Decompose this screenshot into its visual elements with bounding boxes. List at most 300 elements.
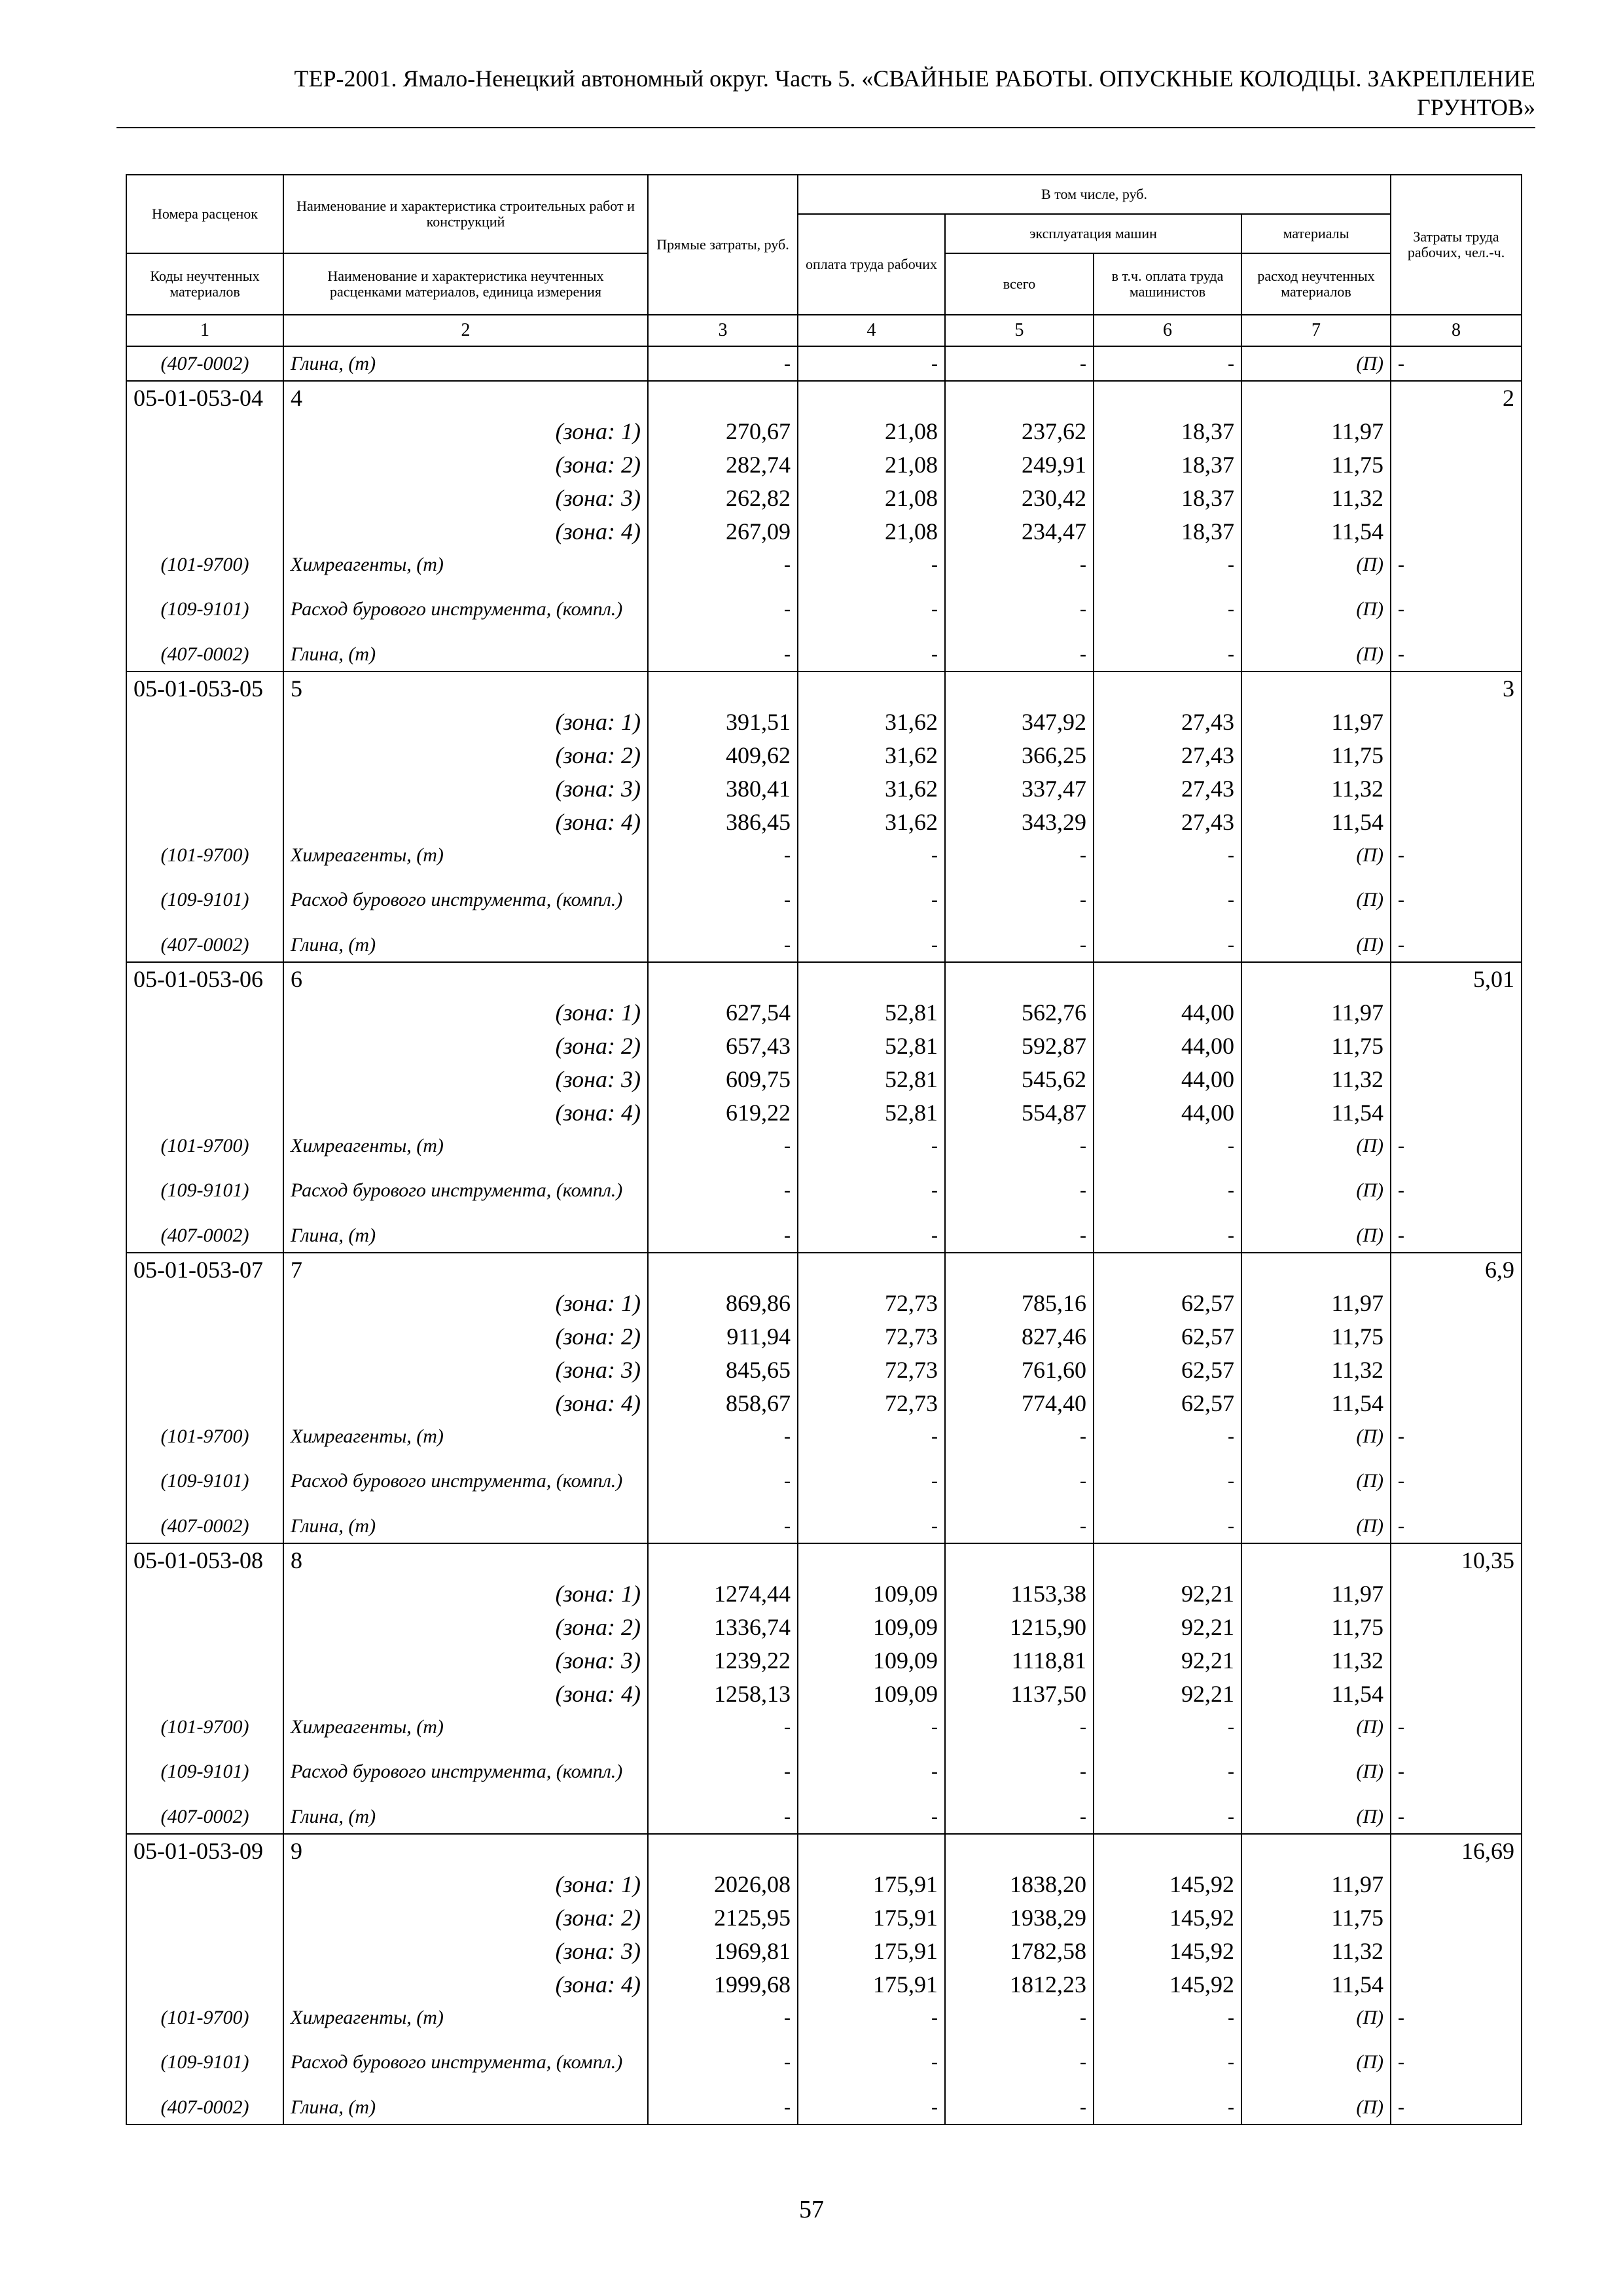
empty-cell bbox=[1391, 996, 1522, 1029]
cell-value: 145,92 bbox=[1094, 1967, 1241, 2001]
cell-value: - bbox=[798, 928, 945, 962]
cell-value: (П) bbox=[1241, 1129, 1391, 1162]
material-code: (109-9101) bbox=[126, 1453, 283, 1509]
rate-code: 05-01-053-07 bbox=[126, 1253, 283, 1286]
empty-cell bbox=[1391, 1319, 1522, 1353]
material-row bbox=[126, 2034, 1522, 2090]
rate-code: 05-01-053-05 bbox=[126, 672, 283, 705]
cell-value: - bbox=[945, 346, 1094, 381]
cell-value: 1258,13 bbox=[648, 1677, 798, 1710]
cell-value: 27,43 bbox=[1094, 805, 1241, 838]
zone-label: (зона: 4) bbox=[283, 1386, 648, 1420]
material-name: Глина, (т) bbox=[283, 1219, 648, 1253]
material-row bbox=[126, 581, 1522, 637]
cell-value: - bbox=[798, 1509, 945, 1543]
material-row bbox=[126, 1162, 1522, 1219]
cell-value: - bbox=[1094, 1162, 1241, 1219]
material-code: (109-9101) bbox=[126, 872, 283, 928]
cell-value: 609,75 bbox=[648, 1062, 798, 1096]
empty-cell bbox=[126, 481, 283, 514]
cell-value: 18,37 bbox=[1094, 481, 1241, 514]
zone-label: (зона: 2) bbox=[283, 738, 648, 772]
empty-cell bbox=[1094, 381, 1241, 414]
empty-cell bbox=[798, 1543, 945, 1577]
material-code: (407-0002) bbox=[126, 1219, 283, 1253]
rate-number: 5 bbox=[283, 672, 648, 705]
zone-row bbox=[126, 705, 1522, 738]
cell-value: 31,62 bbox=[798, 805, 945, 838]
cell-value: 11,54 bbox=[1241, 514, 1391, 548]
zone-label: (зона: 2) bbox=[283, 1610, 648, 1643]
cell-value: 562,76 bbox=[945, 996, 1094, 1029]
empty-cell bbox=[798, 672, 945, 705]
material-code: (101-9700) bbox=[126, 1420, 283, 1453]
cell-value: 11,54 bbox=[1241, 1967, 1391, 2001]
cell-value: 62,57 bbox=[1094, 1319, 1241, 1353]
cell-value: 11,54 bbox=[1241, 1096, 1391, 1129]
material-name: Расход бурового инструмента, (компл.) bbox=[283, 1162, 648, 1219]
cell-value: - bbox=[945, 2090, 1094, 2125]
empty-cell bbox=[798, 1834, 945, 1867]
page-number: 57 bbox=[799, 2196, 824, 2223]
empty-cell bbox=[1391, 414, 1522, 448]
cell-value: - bbox=[1094, 872, 1241, 928]
cell-value: - bbox=[798, 637, 945, 672]
labor-costs: 5,01 bbox=[1391, 962, 1522, 996]
cell-value: (П) bbox=[1241, 838, 1391, 872]
cell-value: 145,92 bbox=[1094, 1934, 1241, 1967]
cell-value: - bbox=[798, 1219, 945, 1253]
col-number: 1 bbox=[126, 315, 283, 346]
material-name: Химреагенты, (т) bbox=[283, 1710, 648, 1744]
cell-value: - bbox=[648, 637, 798, 672]
empty-cell bbox=[1391, 1096, 1522, 1129]
cell-value: (П) bbox=[1241, 2001, 1391, 2034]
cell-value: - bbox=[798, 2090, 945, 2125]
cell-value: 1274,44 bbox=[648, 1577, 798, 1610]
rate-number: 6 bbox=[283, 962, 648, 996]
th-machine-total: всего bbox=[945, 253, 1094, 315]
zone-label: (зона: 1) bbox=[283, 414, 648, 448]
empty-cell bbox=[1391, 448, 1522, 481]
empty-cell bbox=[1391, 481, 1522, 514]
cell-value: - bbox=[945, 928, 1094, 962]
cell-value: - bbox=[945, 1710, 1094, 1744]
material-name: Расход бурового инструмента, (компл.) bbox=[283, 1453, 648, 1509]
rate-code: 05-01-053-08 bbox=[126, 1543, 283, 1577]
cell-value: 1838,20 bbox=[945, 1867, 1094, 1901]
zone-label: (зона: 3) bbox=[283, 1353, 648, 1386]
zone-label: (зона: 1) bbox=[283, 705, 648, 738]
cell-value: - bbox=[945, 1129, 1094, 1162]
zone-label: (зона: 1) bbox=[283, 1286, 648, 1319]
material-code: (101-9700) bbox=[126, 1710, 283, 1744]
rate-code: 05-01-053-04 bbox=[126, 381, 283, 414]
cell-value: (П) bbox=[1241, 928, 1391, 962]
empty-cell bbox=[1391, 1934, 1522, 1967]
material-name: Глина, (т) bbox=[283, 928, 648, 962]
cell-value: 27,43 bbox=[1094, 738, 1241, 772]
cell-value: - bbox=[1094, 1744, 1241, 1800]
table-body bbox=[126, 346, 1522, 2125]
cell-value: - bbox=[1391, 1800, 1522, 1834]
cell-value: - bbox=[945, 2034, 1094, 2090]
cell-value: 1336,74 bbox=[648, 1610, 798, 1643]
cell-value: - bbox=[945, 2001, 1094, 2034]
cell-value: 827,46 bbox=[945, 1319, 1094, 1353]
zone-row bbox=[126, 1062, 1522, 1096]
material-name: Расход бурового инструмента, (компл.) bbox=[283, 2034, 648, 2090]
cell-value: - bbox=[798, 548, 945, 581]
zone-label: (зона: 4) bbox=[283, 805, 648, 838]
cell-value: (П) bbox=[1241, 1744, 1391, 1800]
cell-value: 554,87 bbox=[945, 1096, 1094, 1129]
cell-value: - bbox=[945, 1453, 1094, 1509]
cell-value: 21,08 bbox=[798, 448, 945, 481]
cell-value: - bbox=[945, 548, 1094, 581]
cell-value: 11,75 bbox=[1241, 1901, 1391, 1934]
zone-label: (зона: 2) bbox=[283, 1901, 648, 1934]
cell-value: 72,73 bbox=[798, 1386, 945, 1420]
th-machinist-pay: в т.ч. оплата труда машинистов bbox=[1094, 253, 1241, 315]
cell-value: (П) bbox=[1241, 637, 1391, 672]
empty-cell bbox=[648, 672, 798, 705]
empty-cell bbox=[126, 1610, 283, 1643]
cell-value: 27,43 bbox=[1094, 705, 1241, 738]
cell-value: 1153,38 bbox=[945, 1577, 1094, 1610]
cell-value: - bbox=[798, 1162, 945, 1219]
zone-label: (зона: 3) bbox=[283, 481, 648, 514]
cell-value: - bbox=[945, 1420, 1094, 1453]
rate-row bbox=[126, 1834, 1522, 1867]
empty-cell bbox=[1241, 381, 1391, 414]
cell-value: 11,75 bbox=[1241, 448, 1391, 481]
labor-costs: 16,69 bbox=[1391, 1834, 1522, 1867]
material-name: Химреагенты, (т) bbox=[283, 1129, 648, 1162]
material-code: (109-9101) bbox=[126, 1162, 283, 1219]
col-number: 4 bbox=[798, 315, 945, 346]
cell-value: 1969,81 bbox=[648, 1934, 798, 1967]
cell-value: (П) bbox=[1241, 548, 1391, 581]
cell-value: 869,86 bbox=[648, 1286, 798, 1319]
empty-cell bbox=[126, 448, 283, 481]
cell-value: - bbox=[798, 1800, 945, 1834]
cell-value: 145,92 bbox=[1094, 1901, 1241, 1934]
zone-label: (зона: 2) bbox=[283, 1319, 648, 1353]
zone-label: (зона: 1) bbox=[283, 996, 648, 1029]
th-work-name: Наименование и характеристика строительных работ и конструкций bbox=[283, 175, 648, 253]
cell-value: (П) bbox=[1241, 2090, 1391, 2125]
rate-row bbox=[126, 1253, 1522, 1286]
zone-row bbox=[126, 514, 1522, 548]
cell-value: 1999,68 bbox=[648, 1967, 798, 2001]
material-name: Химреагенты, (т) bbox=[283, 1420, 648, 1453]
cell-value: 343,29 bbox=[945, 805, 1094, 838]
cell-value: - bbox=[1094, 1219, 1241, 1253]
cell-value: 92,21 bbox=[1094, 1677, 1241, 1710]
cell-value: 619,22 bbox=[648, 1096, 798, 1129]
cell-value: - bbox=[798, 581, 945, 637]
cell-value: - bbox=[1391, 872, 1522, 928]
cell-value: - bbox=[1391, 1509, 1522, 1543]
empty-cell bbox=[798, 962, 945, 996]
cell-value: 282,74 bbox=[648, 448, 798, 481]
running-header bbox=[116, 64, 1535, 122]
th-unaccounted-codes: Коды неучтенных материалов bbox=[126, 253, 283, 315]
material-code: (109-9101) bbox=[126, 581, 283, 637]
cell-value: 11,32 bbox=[1241, 481, 1391, 514]
empty-cell bbox=[1391, 1577, 1522, 1610]
empty-cell bbox=[126, 1901, 283, 1934]
material-code: (407-0002) bbox=[126, 637, 283, 672]
cell-value: - bbox=[1391, 1453, 1522, 1509]
zone-label: (зона: 2) bbox=[283, 448, 648, 481]
cell-value: - bbox=[1094, 2034, 1241, 2090]
empty-cell bbox=[126, 1677, 283, 1710]
cell-value: 845,65 bbox=[648, 1353, 798, 1386]
empty-cell bbox=[1094, 672, 1241, 705]
material-row bbox=[126, 838, 1522, 872]
header-rule bbox=[116, 127, 1535, 128]
cell-value: - bbox=[945, 1509, 1094, 1543]
cell-value: 44,00 bbox=[1094, 1029, 1241, 1062]
material-row bbox=[126, 1453, 1522, 1509]
cell-value: 592,87 bbox=[945, 1029, 1094, 1062]
material-row bbox=[126, 1420, 1522, 1453]
empty-cell bbox=[126, 1029, 283, 1062]
material-row bbox=[126, 1509, 1522, 1543]
empty-cell bbox=[1391, 705, 1522, 738]
cell-value: - bbox=[648, 1129, 798, 1162]
zone-row bbox=[126, 448, 1522, 481]
empty-cell bbox=[126, 996, 283, 1029]
empty-cell bbox=[1391, 514, 1522, 548]
material-code: (101-9700) bbox=[126, 2001, 283, 2034]
cell-value: 657,43 bbox=[648, 1029, 798, 1062]
cell-value: 92,21 bbox=[1094, 1610, 1241, 1643]
cell-value: 858,67 bbox=[648, 1386, 798, 1420]
cell-value: 2125,95 bbox=[648, 1901, 798, 1934]
cell-value: 11,54 bbox=[1241, 1677, 1391, 1710]
rate-row bbox=[126, 962, 1522, 996]
col-number: 3 bbox=[648, 315, 798, 346]
material-row bbox=[126, 1710, 1522, 1744]
empty-cell bbox=[126, 1062, 283, 1096]
cell-value: 545,62 bbox=[945, 1062, 1094, 1096]
cell-value: 11,32 bbox=[1241, 1062, 1391, 1096]
material-code: (101-9700) bbox=[126, 1129, 283, 1162]
empty-cell bbox=[648, 1834, 798, 1867]
cell-value: - bbox=[1391, 637, 1522, 672]
cell-value: - bbox=[648, 581, 798, 637]
cell-value: - bbox=[648, 1509, 798, 1543]
cell-value: 627,54 bbox=[648, 996, 798, 1029]
empty-cell bbox=[1391, 1967, 1522, 2001]
zone-row bbox=[126, 772, 1522, 805]
material-row bbox=[126, 1129, 1522, 1162]
material-name: Расход бурового инструмента, (компл.) bbox=[283, 1744, 648, 1800]
empty-cell bbox=[1391, 1677, 1522, 1710]
zone-row bbox=[126, 1867, 1522, 1901]
zone-row bbox=[126, 996, 1522, 1029]
cell-value: (П) bbox=[1241, 1509, 1391, 1543]
cell-value: 11,32 bbox=[1241, 1643, 1391, 1677]
cell-value: 18,37 bbox=[1094, 448, 1241, 481]
cell-value: (П) bbox=[1241, 872, 1391, 928]
material-code: (407-0002) bbox=[126, 346, 283, 381]
cell-value: - bbox=[648, 1744, 798, 1800]
cell-value: 11,97 bbox=[1241, 1286, 1391, 1319]
cell-value: - bbox=[1391, 928, 1522, 962]
cell-value: - bbox=[1094, 581, 1241, 637]
cell-value: - bbox=[648, 548, 798, 581]
cell-value: 62,57 bbox=[1094, 1353, 1241, 1386]
cell-value: 11,32 bbox=[1241, 1353, 1391, 1386]
zone-row bbox=[126, 1029, 1522, 1062]
cell-value: - bbox=[1094, 838, 1241, 872]
cell-value: 92,21 bbox=[1094, 1643, 1241, 1677]
th-machine-ops: эксплуатация машин bbox=[945, 214, 1241, 253]
cell-value: - bbox=[945, 1744, 1094, 1800]
empty-cell bbox=[1241, 962, 1391, 996]
material-name: Химреагенты, (т) bbox=[283, 548, 648, 581]
cell-value: 21,08 bbox=[798, 514, 945, 548]
empty-cell bbox=[1391, 1610, 1522, 1643]
cell-value: 109,09 bbox=[798, 1643, 945, 1677]
rate-code: 05-01-053-09 bbox=[126, 1834, 283, 1867]
cell-value: 11,97 bbox=[1241, 1867, 1391, 1901]
empty-cell bbox=[126, 1934, 283, 1967]
zone-label: (зона: 3) bbox=[283, 772, 648, 805]
zone-label: (зона: 2) bbox=[283, 1029, 648, 1062]
material-code: (407-0002) bbox=[126, 2090, 283, 2125]
empty-cell bbox=[945, 1834, 1094, 1867]
cell-value: 109,09 bbox=[798, 1577, 945, 1610]
cell-value: 234,47 bbox=[945, 514, 1094, 548]
cell-value: 72,73 bbox=[798, 1353, 945, 1386]
empty-cell bbox=[648, 1253, 798, 1286]
empty-cell bbox=[1391, 1867, 1522, 1901]
cell-value: - bbox=[1391, 346, 1522, 381]
zone-row bbox=[126, 1643, 1522, 1677]
zone-row bbox=[126, 805, 1522, 838]
rate-row bbox=[126, 672, 1522, 705]
cell-value: - bbox=[1391, 1710, 1522, 1744]
empty-cell bbox=[126, 1386, 283, 1420]
cell-value: (П) bbox=[1241, 581, 1391, 637]
cell-value: 11,54 bbox=[1241, 1386, 1391, 1420]
cell-value: - bbox=[1391, 838, 1522, 872]
zone-label: (зона: 4) bbox=[283, 514, 648, 548]
material-name: Расход бурового инструмента, (компл.) bbox=[283, 581, 648, 637]
cell-value: 21,08 bbox=[798, 481, 945, 514]
col-number: 7 bbox=[1241, 315, 1391, 346]
cell-value: - bbox=[945, 1800, 1094, 1834]
empty-cell bbox=[126, 414, 283, 448]
cell-value: - bbox=[798, 838, 945, 872]
empty-cell bbox=[798, 381, 945, 414]
cell-value: 109,09 bbox=[798, 1610, 945, 1643]
material-row bbox=[126, 637, 1522, 672]
cell-value: 391,51 bbox=[648, 705, 798, 738]
cell-value: 230,42 bbox=[945, 481, 1094, 514]
header-line-1: ТЕР-2001. Ямало-Ненецкий автономный округ. Часть 5. «СВАЙНЫЕ РАБОТЫ. ОПУСКНЫЕ КОЛОДЦЫ. ЗАКРЕПЛЕНИЕ bbox=[294, 65, 1535, 92]
cell-value: - bbox=[945, 838, 1094, 872]
cell-value: - bbox=[798, 872, 945, 928]
cell-value: 44,00 bbox=[1094, 1096, 1241, 1129]
cell-value: - bbox=[798, 1744, 945, 1800]
material-name: Глина, (т) bbox=[283, 346, 648, 381]
cell-value: 11,75 bbox=[1241, 1319, 1391, 1353]
material-row bbox=[126, 1744, 1522, 1800]
zone-row bbox=[126, 1319, 1522, 1353]
cell-value: 109,09 bbox=[798, 1677, 945, 1710]
cell-value: 175,91 bbox=[798, 1901, 945, 1934]
zone-label: (зона: 1) bbox=[283, 1577, 648, 1610]
material-name: Расход бурового инструмента, (компл.) bbox=[283, 872, 648, 928]
cell-value: 31,62 bbox=[798, 705, 945, 738]
zone-row bbox=[126, 414, 1522, 448]
zone-label: (зона: 4) bbox=[283, 1677, 648, 1710]
empty-cell bbox=[126, 1967, 283, 2001]
material-name: Химреагенты, (т) bbox=[283, 838, 648, 872]
empty-cell bbox=[1391, 805, 1522, 838]
cell-value: 409,62 bbox=[648, 738, 798, 772]
cell-value: - bbox=[648, 838, 798, 872]
empty-cell bbox=[945, 672, 1094, 705]
empty-cell bbox=[1391, 1643, 1522, 1677]
cell-value: 52,81 bbox=[798, 996, 945, 1029]
material-name: Глина, (т) bbox=[283, 2090, 648, 2125]
rate-code: 05-01-053-06 bbox=[126, 962, 283, 996]
zone-row bbox=[126, 1577, 1522, 1610]
cell-value: 31,62 bbox=[798, 738, 945, 772]
th-materials: материалы bbox=[1241, 214, 1391, 253]
material-row bbox=[126, 1800, 1522, 1834]
cell-value: 175,91 bbox=[798, 1867, 945, 1901]
cell-value: 785,16 bbox=[945, 1286, 1094, 1319]
cell-value: - bbox=[1094, 548, 1241, 581]
empty-cell bbox=[1094, 1543, 1241, 1577]
empty-cell bbox=[1391, 1062, 1522, 1096]
zone-row bbox=[126, 481, 1522, 514]
cell-value: 11,97 bbox=[1241, 1577, 1391, 1610]
empty-cell bbox=[1391, 1901, 1522, 1934]
cell-value: 337,47 bbox=[945, 772, 1094, 805]
cell-value: - bbox=[1391, 1744, 1522, 1800]
material-code: (101-9700) bbox=[126, 838, 283, 872]
empty-cell bbox=[1391, 1029, 1522, 1062]
cell-value: 175,91 bbox=[798, 1967, 945, 2001]
empty-cell bbox=[1241, 1834, 1391, 1867]
cell-value: - bbox=[648, 1453, 798, 1509]
cell-value: 11,97 bbox=[1241, 414, 1391, 448]
empty-cell bbox=[1391, 1386, 1522, 1420]
zone-row bbox=[126, 1286, 1522, 1319]
material-code: (407-0002) bbox=[126, 1800, 283, 1834]
empty-cell bbox=[1241, 1253, 1391, 1286]
empty-cell bbox=[1094, 1834, 1241, 1867]
table-head bbox=[126, 175, 1522, 346]
material-row bbox=[126, 548, 1522, 581]
material-name: Глина, (т) bbox=[283, 1800, 648, 1834]
cell-value: - bbox=[798, 1453, 945, 1509]
col-number: 5 bbox=[945, 315, 1094, 346]
labor-costs: 3 bbox=[1391, 672, 1522, 705]
cell-value: 761,60 bbox=[945, 1353, 1094, 1386]
material-name: Глина, (т) bbox=[283, 637, 648, 672]
empty-cell bbox=[1241, 672, 1391, 705]
